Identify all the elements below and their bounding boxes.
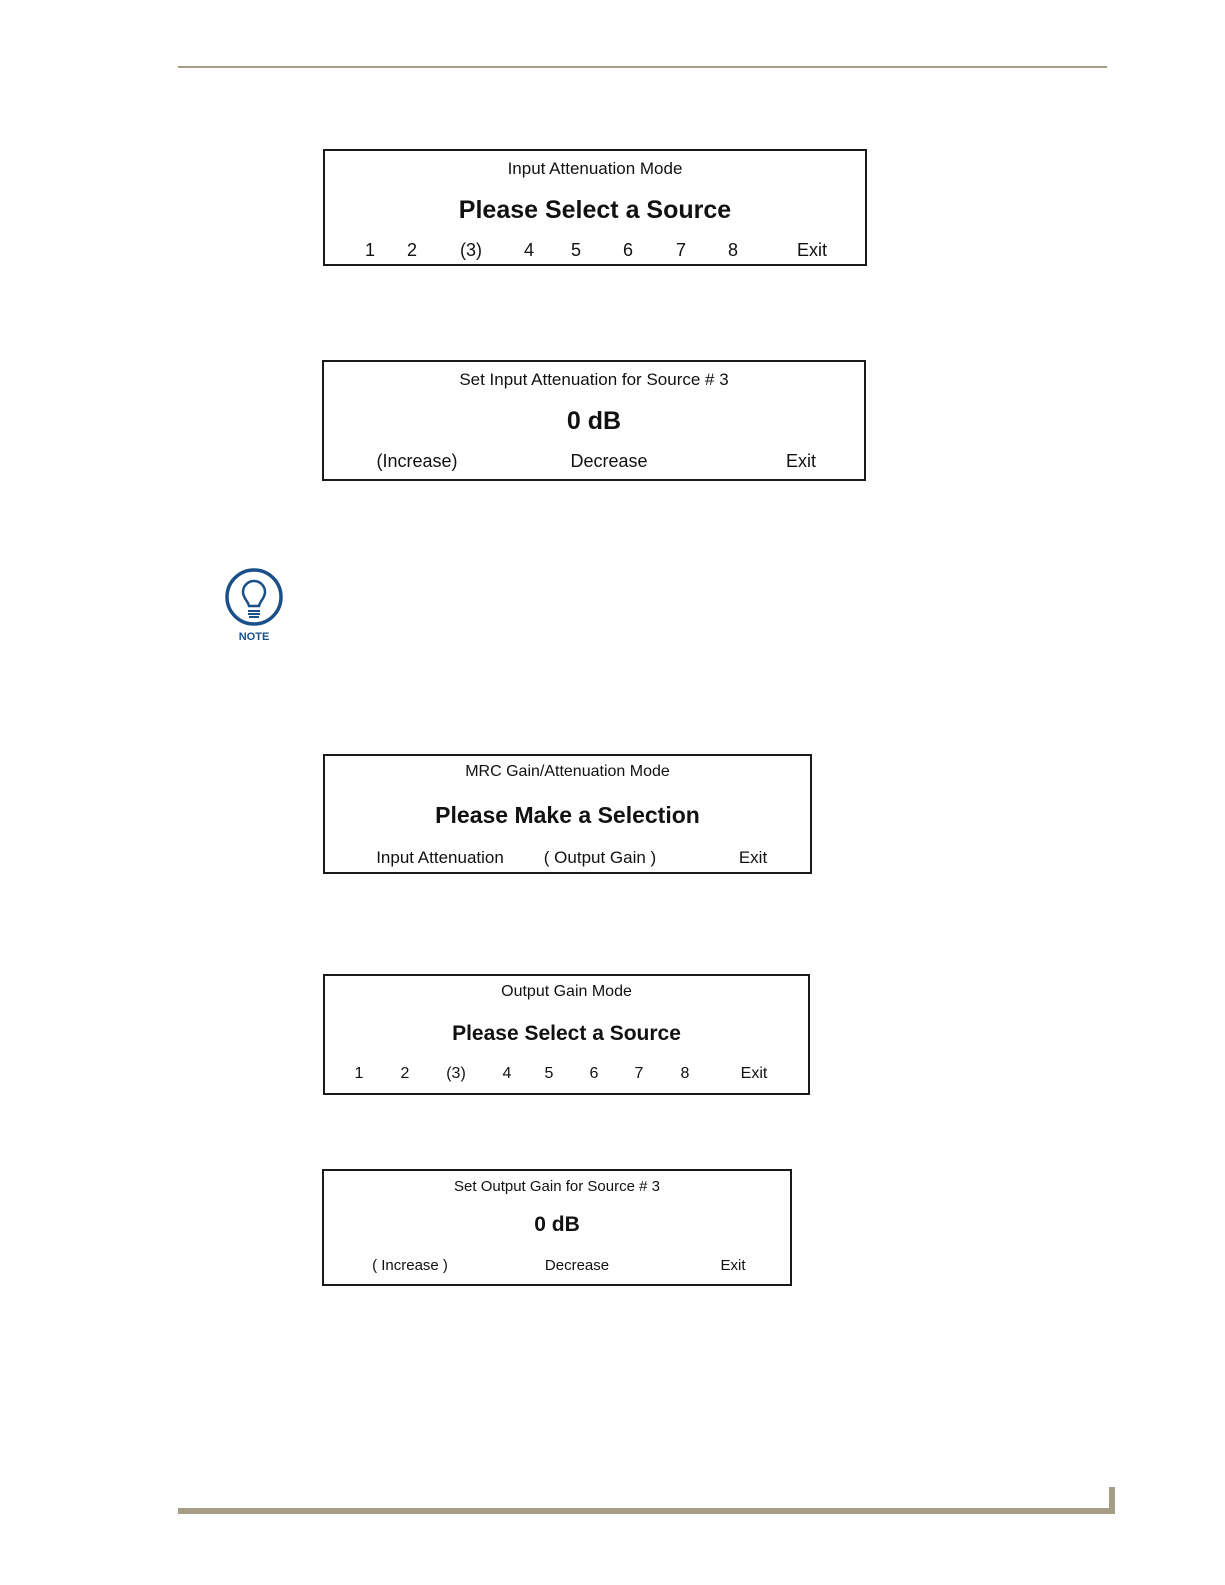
source-4-option[interactable]: 4 <box>502 1065 512 1082</box>
increase-option[interactable]: ( Increase ) <box>372 1257 448 1274</box>
exit-option[interactable]: Exit <box>740 1065 768 1082</box>
note-label: NOTE <box>238 631 270 643</box>
screen-prompt: Please Select a Source <box>452 1022 681 1045</box>
screen-title: Set Output Gain for Source # 3 <box>454 1178 660 1195</box>
decrease-option[interactable]: Decrease <box>544 1257 610 1274</box>
set-input-attenuation-screen <box>322 360 866 481</box>
source-5-option[interactable]: 5 <box>570 240 582 260</box>
input-attenuation-option[interactable]: Input Attenuation <box>376 848 504 867</box>
source-3-option[interactable]: (3) <box>460 240 482 260</box>
screen-title: Set Input Attenuation for Source # 3 <box>459 370 729 389</box>
decrease-option[interactable]: Decrease <box>570 451 648 471</box>
source-5-option[interactable]: 5 <box>544 1065 554 1082</box>
exit-option[interactable]: Exit <box>785 451 817 471</box>
attenuation-value: 0 dB <box>566 407 622 435</box>
screen-prompt: Please Make a Selection <box>435 802 700 828</box>
source-6-option[interactable]: 6 <box>589 1065 599 1082</box>
source-1-option[interactable]: 1 <box>364 240 376 260</box>
footer-rule <box>178 1508 1115 1514</box>
output-gain-mode-screen <box>323 974 810 1095</box>
source-7-option[interactable]: 7 <box>634 1065 644 1082</box>
input-attenuation-mode-screen <box>323 149 867 266</box>
screen-title: MRC Gain/Attenuation Mode <box>465 763 670 780</box>
footer-rule-tick <box>1109 1487 1115 1514</box>
screen-title: Output Gain Mode <box>501 983 632 1000</box>
increase-option[interactable]: (Increase) <box>376 451 458 471</box>
source-4-option[interactable]: 4 <box>523 240 535 260</box>
source-3-option[interactable]: (3) <box>446 1065 466 1082</box>
source-8-option[interactable]: 8 <box>727 240 739 260</box>
output-gain-option[interactable]: ( Output Gain ) <box>543 848 657 867</box>
set-output-gain-screen <box>322 1169 792 1286</box>
source-8-option[interactable]: 8 <box>680 1065 690 1082</box>
source-2-option[interactable]: 2 <box>400 1065 410 1082</box>
exit-option[interactable]: Exit <box>738 848 768 867</box>
exit-option[interactable]: Exit <box>796 240 828 260</box>
source-1-option[interactable]: 1 <box>354 1065 364 1082</box>
source-7-option[interactable]: 7 <box>675 240 687 260</box>
source-6-option[interactable]: 6 <box>622 240 634 260</box>
header-rule <box>178 66 1107 68</box>
exit-option[interactable]: Exit <box>720 1257 746 1274</box>
mrc-gain-attenuation-mode-screen <box>323 754 812 874</box>
source-2-option[interactable]: 2 <box>406 240 418 260</box>
gain-value: 0 dB <box>534 1213 580 1236</box>
screen-title: Input Attenuation Mode <box>507 159 683 178</box>
screen-prompt: Please Select a Source <box>458 196 732 224</box>
